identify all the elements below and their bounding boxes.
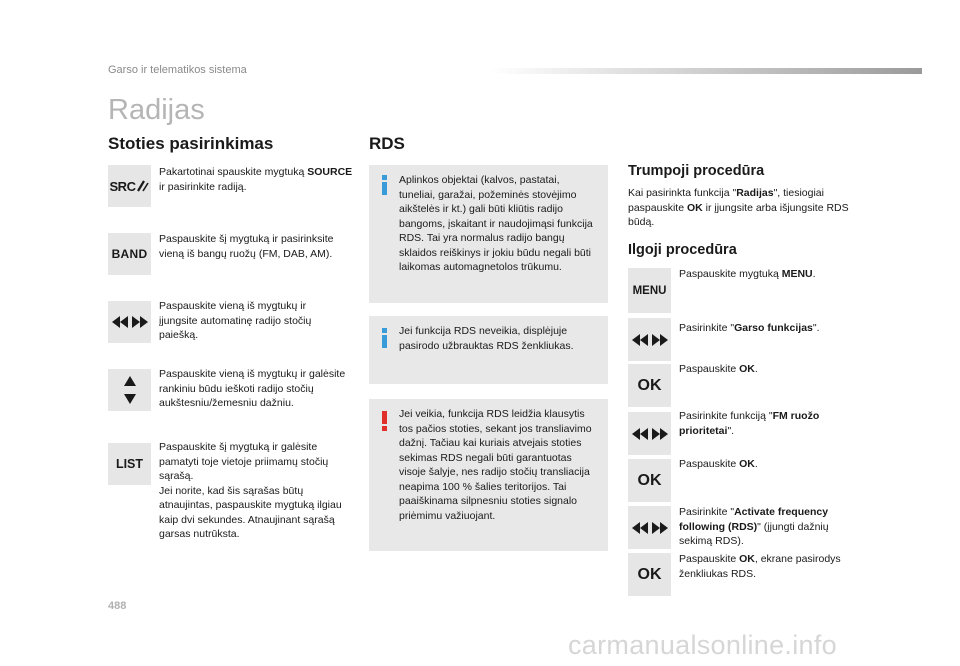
seek-left-right-icon [631, 333, 669, 347]
step-text: Paspauskite mygtuką MENU. [679, 268, 816, 280]
info-icon [381, 328, 389, 348]
menu-button: MENU [628, 268, 671, 313]
src-button [108, 165, 151, 207]
ok-button: OK [628, 364, 671, 407]
long-procedure-heading: Ilgoji procedūra [628, 242, 737, 258]
tune-buttons [108, 369, 151, 411]
list-description: Paspauskite šį mygtuką ir galėsite pamatyti toje vietoje priimamų stočių sąrašą. Jei norite, kad šis sąrašas būtų atnaujintas, paspauskite mygtuką ilgiau kaip dvi sekundes. Atnaujinant sąrašą garsas nutrūksta. [159, 441, 342, 540]
phone-slash-icon [135, 179, 149, 193]
seek-left-right-icon [631, 521, 669, 535]
step-text: Paspauskite OK. [679, 458, 758, 470]
ok-button: OK [628, 553, 671, 596]
info-note: Jei funkcija RDS neveikia, displėjuje pasirodo užbrauktas RDS ženkliukas. [369, 316, 608, 384]
warning-icon [381, 411, 389, 431]
info-note: Aplinkos objektai (kalvos, pastatai, tuneliai, garažai, požeminės stovėjimo aikštelės ir kt.) gali būti kliūtis radijo bangoms, įskaitant ir naudojimąsi funkcija RDS. Tai yra normalus radijo bangų sklaidos reiškinys ir jokiu būdu negali būti laikomas automagnetolos trūkumu. [369, 165, 608, 303]
short-procedure-heading: Trumpoji procedūra [628, 163, 765, 179]
watermark: carmanualsonline.info [568, 630, 837, 660]
page-title: Radijas [108, 94, 205, 126]
list-button: LIST [108, 443, 151, 485]
band-button: BAND [108, 233, 151, 275]
seek-left-right-icon [631, 427, 669, 441]
step-text: Pasirinkite "Garso funkcijas". [679, 322, 820, 334]
info-icon [381, 175, 389, 195]
step-text: Paspauskite OK, ekrane pasirodys ženkliukas RDS. [679, 553, 841, 580]
step-text: Pasirinkite "Activate frequency following (RDS)" (įjungti dažnių sekimą RDS). [679, 506, 829, 547]
left-heading: Stoties pasirinkimas [108, 134, 274, 153]
tune-description: Paspauskite vieną iš mygtukų ir galėsite rankiniu būdu ieškoti radijo stočių aukštesniu/žemesniu dažniu. [159, 368, 346, 409]
page-number: 488 [108, 600, 127, 612]
src-description: Pakartotinai spauskite mygtuką SOURCE ir pasirinkite radiją. [159, 166, 353, 193]
header-rule [490, 68, 922, 74]
section-label: Garso ir telematikos sistema [108, 64, 247, 76]
seek-buttons [628, 318, 671, 361]
up-down-arrows-icon [123, 374, 137, 406]
seek-buttons [108, 301, 151, 343]
step-text: Paspauskite OK. [679, 363, 758, 375]
seek-description: Paspauskite vieną iš mygtukų ir įjungsite automatinę radijo stočių paiešką. [159, 300, 312, 341]
rds-heading: RDS [369, 134, 405, 153]
short-procedure-text: Kai pasirinkta funkcija "Radijas", tiesiogiai paspauskite OK ir įjungsite arba išjungsite RDS būdą. [628, 187, 849, 228]
step-text: Pasirinkite funkciją "FM ruožo prioritetai". [679, 410, 820, 437]
warning-note: Jei veikia, funkcija RDS leidžia klausytis tos pačios stoties, sekant jos transliavimo dažnį. Tačiau kai kuriais atvejais stoties sekimas RDS negali būti garantuotas visoje šalyje, nes radijo stočių transliacija neapima 100 % šalies teritorijos. Tai paaiškinama silpnesniu stoties signalo priėmimu važiuojant. [369, 399, 608, 551]
seek-left-right-icon [111, 315, 149, 329]
src-button-label: SRC [109, 178, 136, 194]
seek-buttons [628, 506, 671, 549]
band-description: Paspauskite šį mygtuką ir pasirinksite vieną iš bangų ruožų (FM, DAB, AM). [159, 233, 334, 260]
seek-buttons [628, 412, 671, 455]
ok-button: OK [628, 459, 671, 502]
